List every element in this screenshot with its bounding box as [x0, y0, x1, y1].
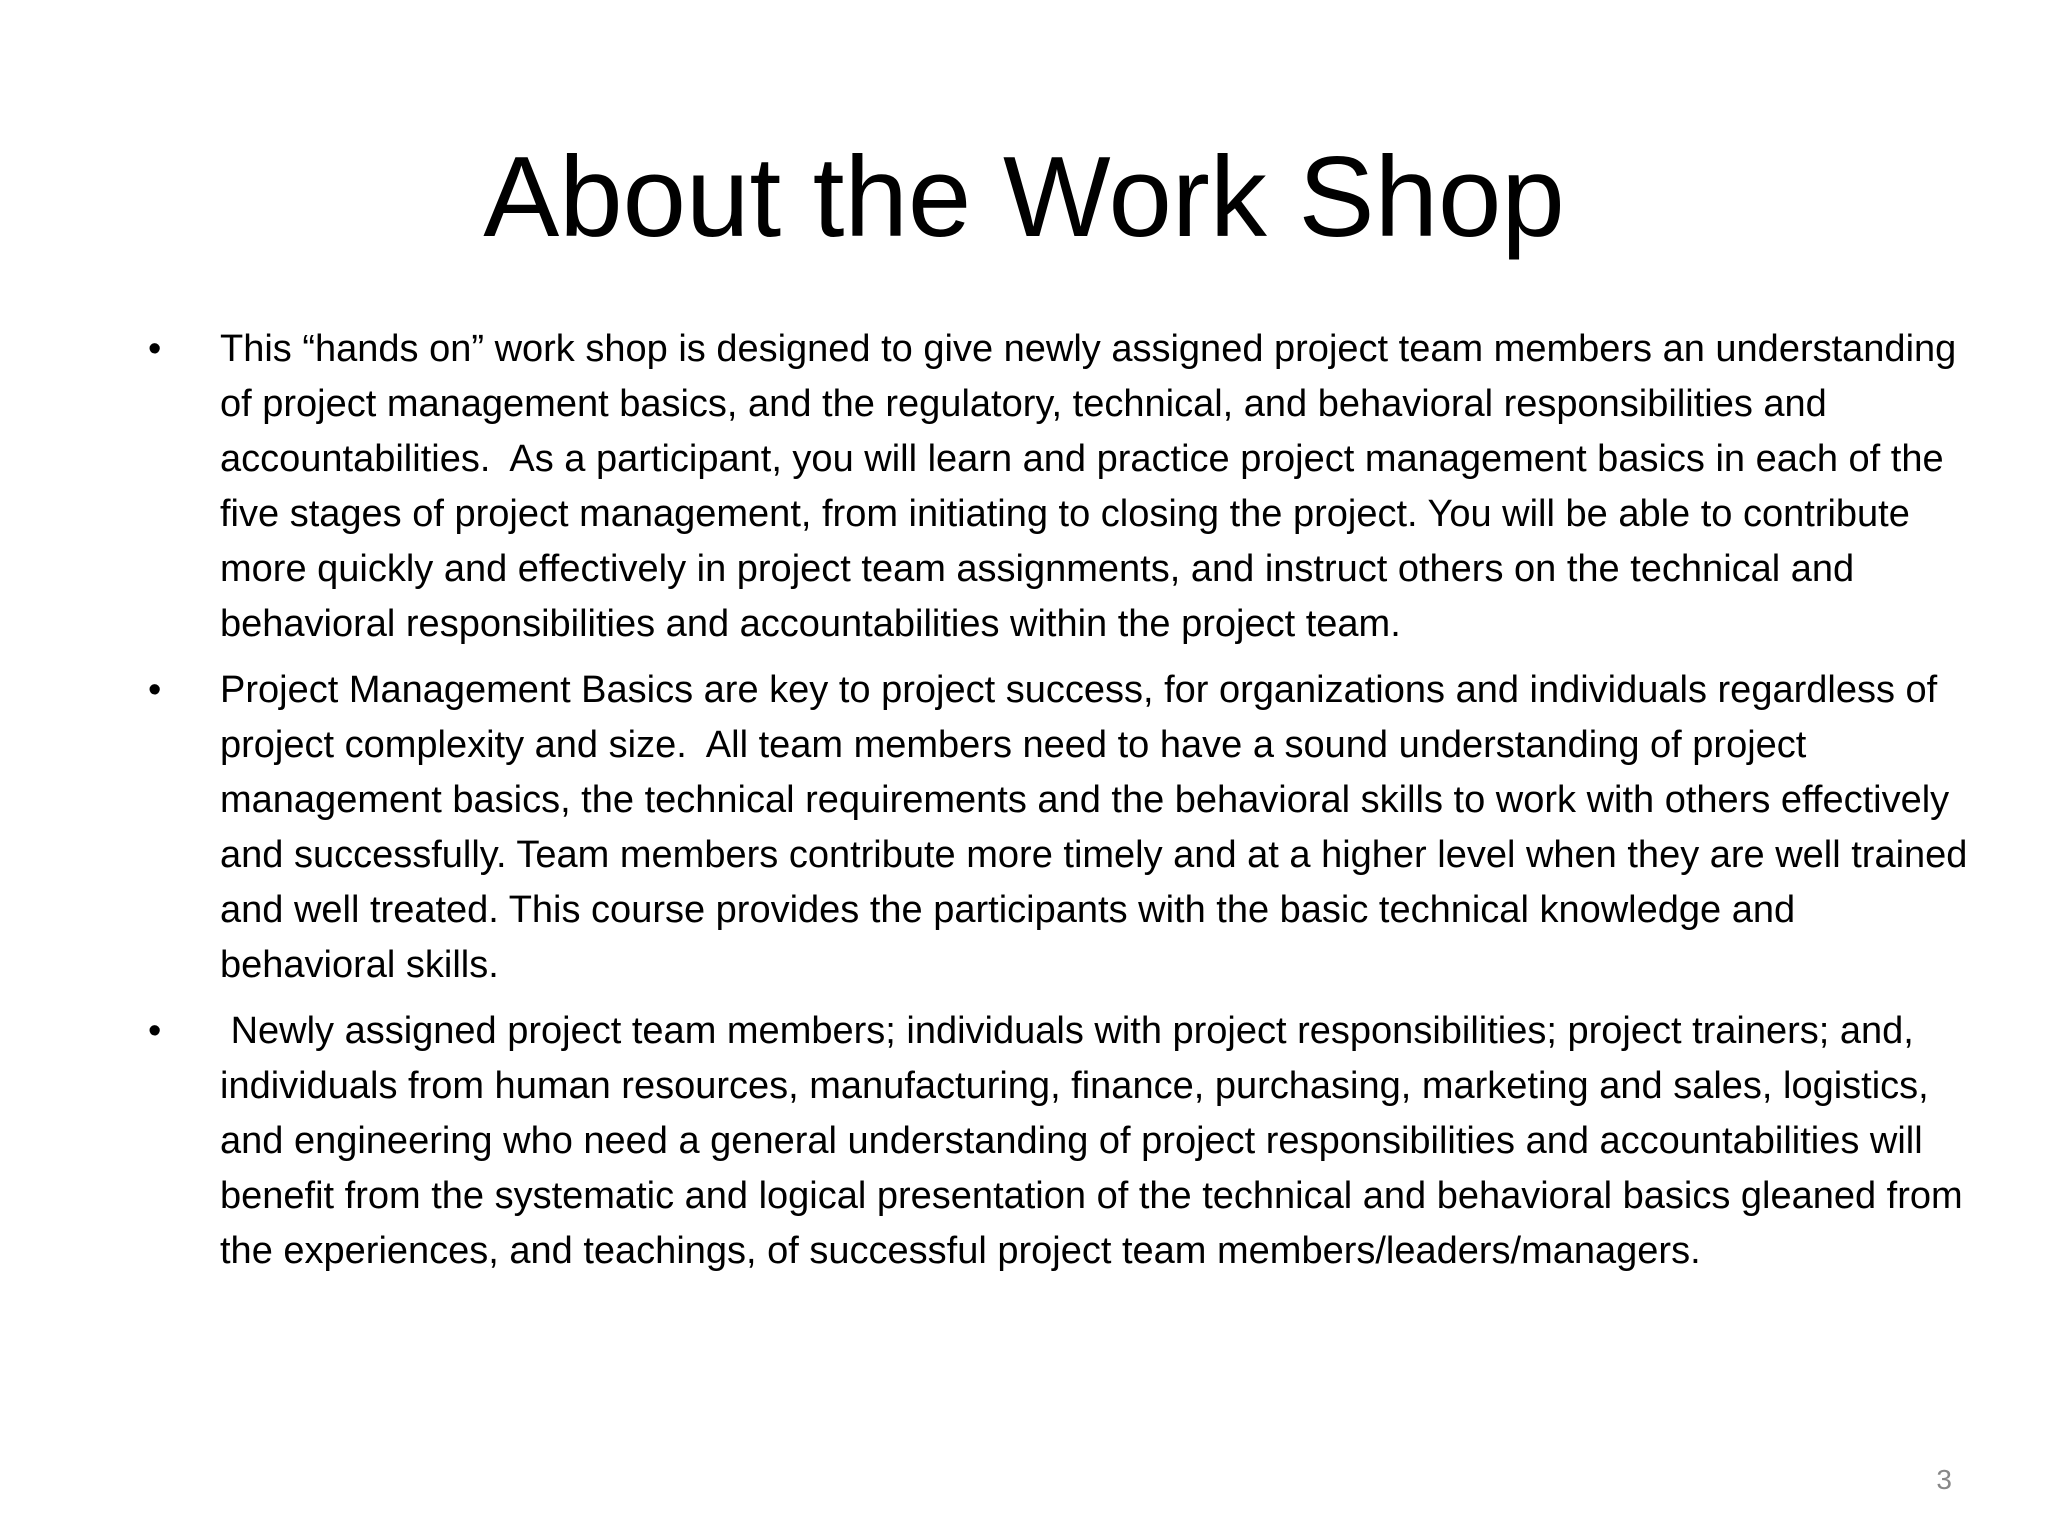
bullet-item	[140, 663, 1980, 993]
bullet-icon: •	[148, 328, 162, 370]
bullet-text: This “hands on” work shop is designed to give newly assigned project team members an understanding of project management basics, and the regulatory, technical, and behavioral responsibilities and accountabilities. As a participant, you will learn and practice project management basics in each of the five stages of project management, from initiating to closing the project. You will be able to contribute more quickly and effectively in project team assignments, and instruct others on the technical and behavioral responsibilities and accountabilities within the project team.	[220, 328, 1967, 645]
bullet-list	[140, 322, 1980, 1290]
slide-number: 3	[1936, 1464, 1952, 1495]
bullet-icon: •	[148, 669, 162, 711]
bullet-text: Project Management Basics are key to project success, for organizations and individuals regardless of project complexity and size. All team members need to have a sound understanding of project management basics, the technical requirements and the behavioral skills to work with others effectively and successfully. Team members contribute more timely and at a higher level when they are well trained and well treated. This course provides the participants with the basic technical knowledge and behavioral skills.	[220, 669, 1979, 986]
bullet-icon: •	[148, 1010, 162, 1052]
bullet-item	[140, 322, 1980, 652]
bullet-text: Newly assigned project team members; individuals with project responsibilities; project trainers; and, individuals from human resources, manufacturing, finance, purchasing, marketing and sales, logistics, and engineering who need a general understanding of project responsibilities and accountabilities will benefit from the systematic and logical presentation of the technical and behavioral basics gleaned from the experiences, and teachings, of successful project team members/leaders/managers.	[220, 1010, 1974, 1272]
slide-title: About the Work Shop	[483, 134, 1565, 261]
bullet-item	[140, 1004, 1980, 1279]
